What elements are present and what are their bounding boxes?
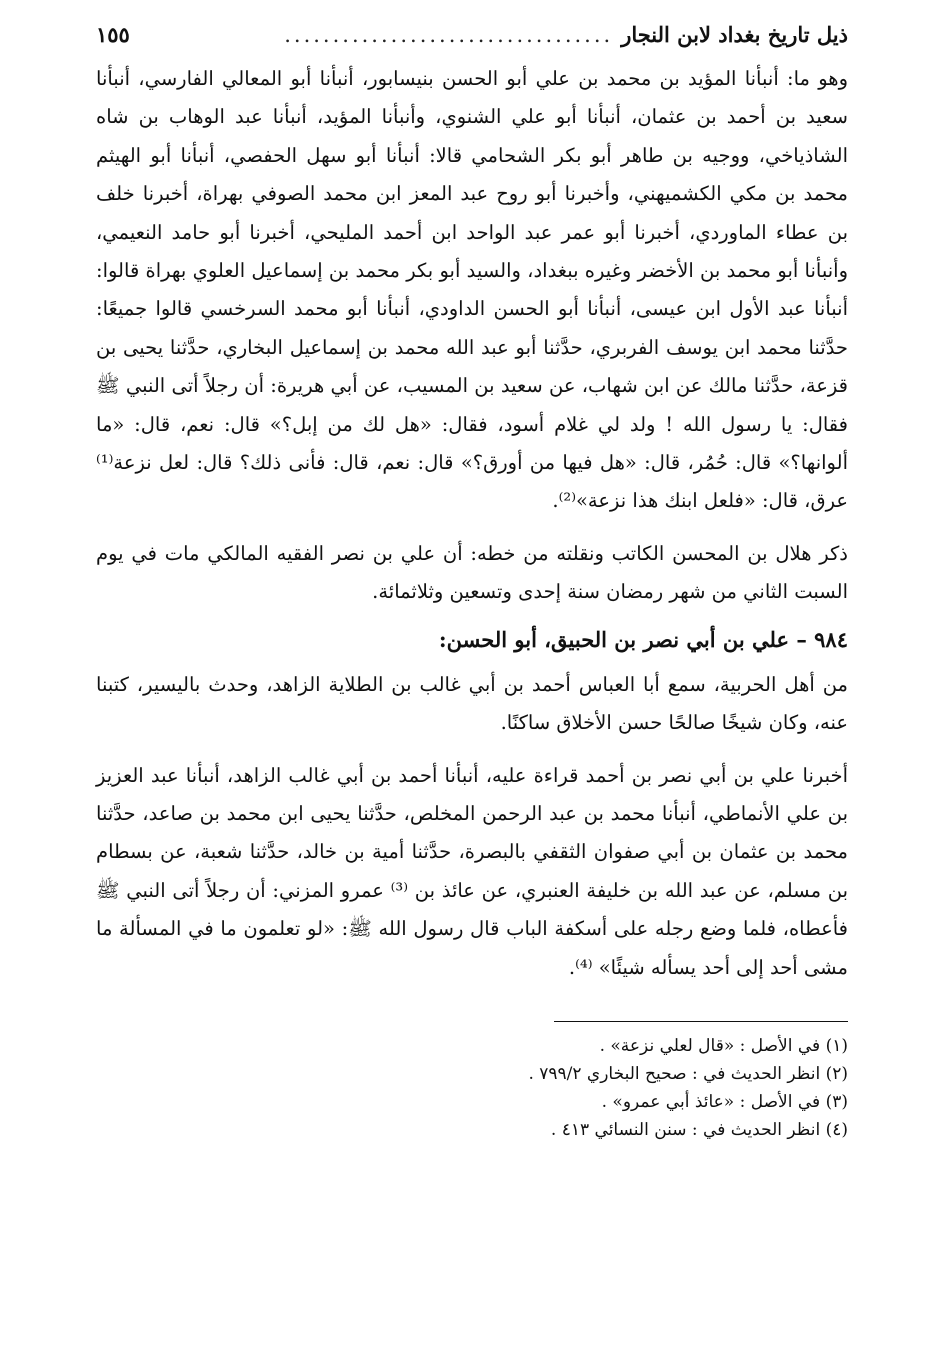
paragraph-death-note: ذكر هلال بن المحسن الكاتب ونقلته من خطه: أن علي بن نصر الفقيه المالكي مات في يوم السبت الثاني من شهر رمضان سنة إحدى وتسعين وثلاثمائة. [96, 541, 848, 604]
footnotes [96, 1032, 848, 1144]
footnote-item: (٤) انظر الحديث في : سنن النسائي ٤١٣ . [550, 1119, 848, 1140]
paragraph-second-hadith: أخبرنا علي بن أبي نصر بن أحمد قراءة عليه، أنبأنا أحمد بن أبي غالب الزاهد، أنبأنا عبد العزيز بن علي الأنماطي، أنبأنا محمد بن عبد الرحمن المخلص، حدَّثنا يحيى ابن محمد بن صاعد، حدَّثنا محمد بن عثمان بن أبي صفوان الثقفي بالبصرة، حدَّثنا أمية بن خالد، حدَّثنا شعبة، عن بسطام بن مسلم، عن عبد الله بن خليفة العنبري، عن عائذ بن ⁽³⁾ عمرو المزني: أن رجلاً أتى النبي ﷺ فأعطاه، فلما وضع رجله على أسكفة الباب قال رسول الله ﷺ: «لو تعلمون ما في المسألة ما مشى أحد إلى أحد يسأله شيئًا» ⁽⁴⁾. [96, 763, 849, 979]
footnote-item: (٢) انظر الحديث في : صحيح البخاري ٧٩٩/٢ . [528, 1063, 848, 1084]
leader-dots: .................................. [284, 23, 614, 47]
paragraph-biography: من أهل الحربية، سمع أبا العباس أحمد بن أبي غالب بن الطلاية الزاهد، وحدث باليسير، كتبنا عنه، وكان شيخًا صالحًا حسن الأخلاق ساكنًا. [96, 672, 848, 735]
footnote-divider [554, 1021, 848, 1022]
book-title: ذيل تاريخ بغداد لابن النجار [621, 22, 848, 47]
footnote-item: (٣) في الأصل : «عائذ أبي عمرو» . [601, 1091, 848, 1112]
entry-heading: ٩٨٤ – علي بن أبي نصر بن الحبيق، أبو الحسن: [438, 626, 848, 652]
footnote-item: (١) في الأصل : «قال لعلي نزعة» . [599, 1035, 848, 1056]
running-header [96, 22, 848, 56]
paragraph-isnad-hadith: وهو ما: أنبأنا المؤيد بن محمد بن علي أبو الحسن بنيسابور، أنبأنا أبو المعالي الفارسي، أنبأنا سعيد بن أحمد بن عثمان، أنبأنا أبو علي الشنوي، وأنبأنا المؤيد، أنبأنا عبد الوهاب بن شاه الشاذياخي، ووجيه بن طاهر أبو بكر الشحامي قالا: أنبأنا أبو سهل الحفصي، أنبأنا أبو الهيثم محمد بن مكي الكشميهني، وأخبرنا أبو روح عبد المعز ابن محمد الصوفي بهراة، أخبرنا خلف بن عطاء الماوردي، أخبرنا أبو عمر عبد الواحد ابن أحمد المليحي، أخبرنا أبو حامد النعيمي، وأنبأنا أبو محمد بن الأخضر وغيره ببغداد، والسيد أبو بكر محمد بن إسماعيل العلوي بهراة قالوا: أنبأنا عبد الأول ابن عيسى، أنبأنا أبو الحسن الداودي، أنبأنا أبو محمد السرخسي قالوا جميعًا: حدَّثنا محمد ابن يوسف الفربري، حدَّثنا أبو عبد الله محمد بن إسماعيل البخاري، حدَّثنا يحيى بن قزعة، حدَّثنا مالك عن ابن شهاب، عن سعيد بن المسيب، عن أبي هريرة: أن رجلاً أتى النبي ﷺ فقال: يا رسول الله ! ولد لي غلام أسود، فقال: «هل لك من إبل؟» قال: نعم، قال: «ما ألوانها؟» قال: حُمُر، قال: «هل فيها من أورق؟» قال: نعم، قال: فأنى ذلك؟ قال: لعل نزعة⁽¹⁾ عرق، قال: «فلعل ابنك هذا نزعة»⁽²⁾. [96, 67, 848, 513]
page-number: ١٥٥ [96, 22, 130, 47]
book-page [96, 22, 848, 1342]
